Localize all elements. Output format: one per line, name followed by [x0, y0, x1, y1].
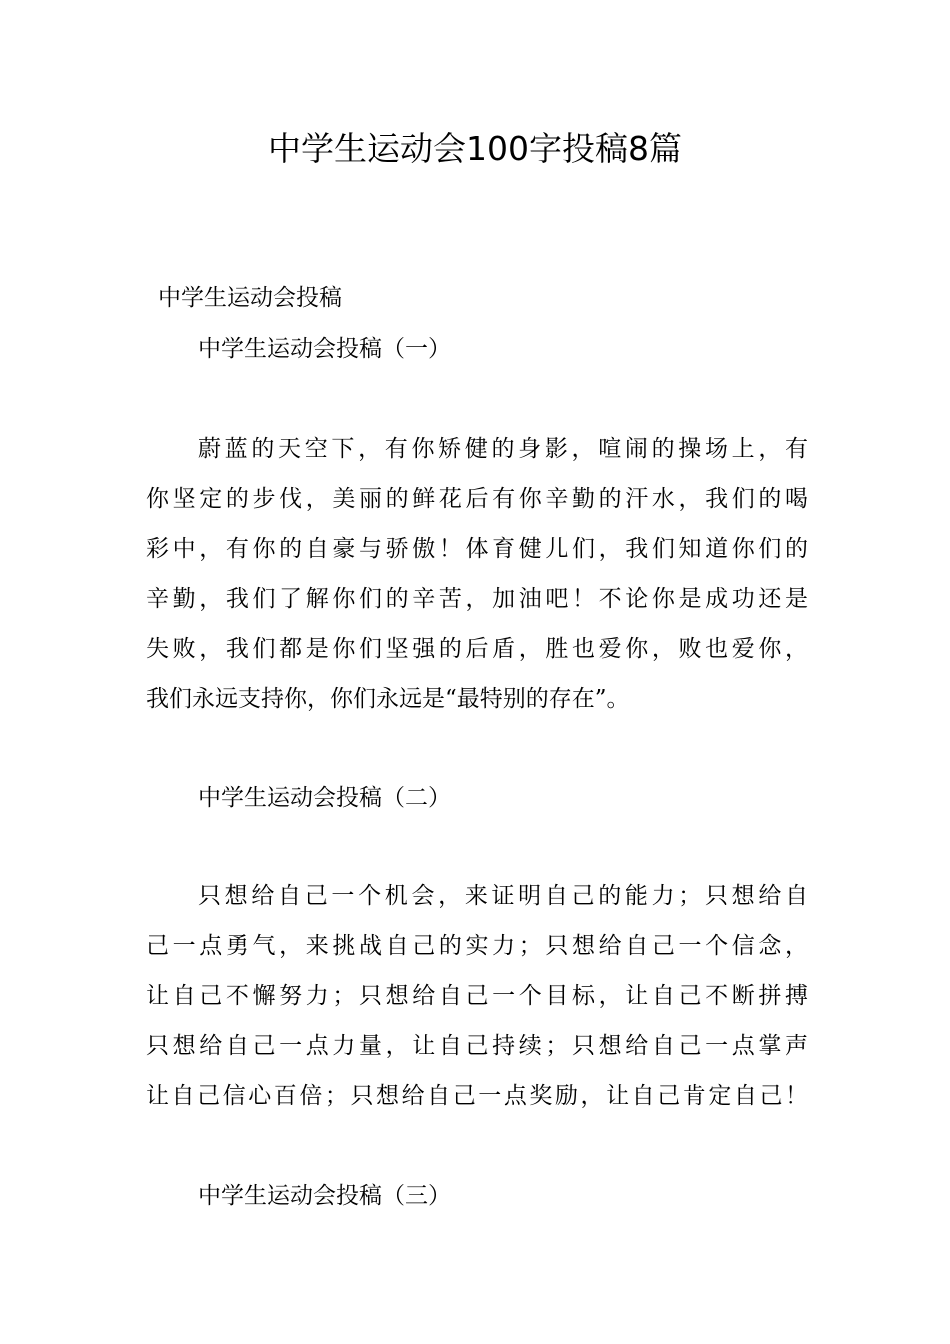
body-line: 失败，我们都是你们坚强的后盾，胜也爱你，败也爱你，	[146, 636, 808, 662]
article-body-2	[146, 871, 808, 1121]
body-line: 让自己不懈努力；只想给自己一个目标，让自己不断拼搏	[146, 983, 808, 1009]
body-line: 让自己信心百倍；只想给自己一点奖励，让自己肯定自己！	[146, 1083, 808, 1109]
document-title: 中学生运动会100字投稿8篇	[268, 129, 682, 168]
body-line: 辛勤，我们了解你们的辛苦，加油吧！不论你是成功还是	[146, 586, 808, 612]
section-label: 中学生运动会投稿	[158, 285, 342, 311]
article-heading-1: 中学生运动会投稿（一）	[198, 336, 451, 362]
article-body-1	[146, 424, 808, 724]
body-line: 彩中，有你的自豪与骄傲！体育健儿们，我们知道你们的	[146, 536, 808, 562]
body-line: 只想给自己一点力量，让自己持续；只想给自己一点掌声	[146, 1033, 808, 1059]
body-line: 蔚蓝的天空下，有你矫健的身影，喧闹的操场上，有	[198, 436, 808, 462]
body-line: 你坚定的步伐，美丽的鲜花后有你辛勤的汗水，我们的喝	[146, 486, 808, 512]
body-line: 只想给自己一个机会，来证明自己的能力；只想给自	[198, 883, 808, 909]
body-line: 己一点勇气，来挑战自己的实力；只想给自己一个信念，	[146, 933, 808, 959]
body-line: 我们永远支持你，你们永远是“最特别的存在”。	[146, 686, 630, 712]
article-heading-3: 中学生运动会投稿（三）	[198, 1183, 451, 1209]
article-heading-2: 中学生运动会投稿（二）	[198, 785, 451, 811]
